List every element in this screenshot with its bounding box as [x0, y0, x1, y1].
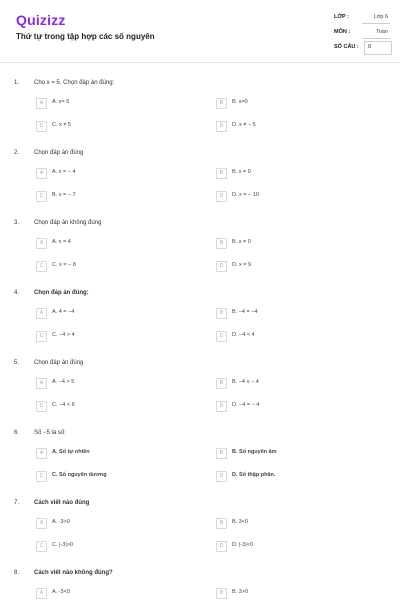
meta-label: LỚP : [334, 14, 349, 20]
option-letter-badge: D [216, 541, 227, 552]
option-text: B. 3>0 [232, 589, 249, 595]
option-letter-badge: A [36, 238, 47, 249]
option-text: D. −4 < 4 [232, 332, 255, 338]
option-text: D. x ≠ − 5 [232, 122, 256, 128]
question-text [14, 360, 83, 366]
option-text: B. x = 0 [232, 239, 251, 245]
option-text: A. -3<0 [52, 589, 70, 595]
option-letter-badge: B [216, 98, 227, 109]
question-prompt: Cách viết nào đúng [34, 500, 90, 506]
option-text: B. x = 0 [232, 169, 251, 175]
option-letter-badge: C [36, 191, 47, 202]
meta-row-class [334, 14, 390, 29]
option-letter-badge: B [216, 378, 227, 389]
option-letter-badge: D [216, 191, 227, 202]
option-text: C. Số nguyên dương [52, 472, 107, 478]
option-letter-badge: B [216, 168, 227, 179]
option-letter-badge: D [216, 261, 227, 272]
option-letter-badge: C [36, 121, 47, 132]
option-letter-badge: D [216, 331, 227, 342]
option-letter-badge: B [216, 308, 227, 319]
option-letter-badge: B [216, 588, 227, 599]
option-text: C. −4 > 4 [52, 332, 75, 338]
meta-label: MÔN : [334, 29, 351, 35]
option-text: A. −4 > 5 [52, 379, 75, 385]
option-letter-badge: A [36, 98, 47, 109]
question-text [14, 430, 66, 436]
option-letter-badge: B [216, 448, 227, 459]
option-letter-badge: D [216, 401, 227, 412]
option-letter-badge: C [36, 331, 47, 342]
meta-label: SỐ CÂU : [334, 44, 359, 50]
question-text [14, 80, 114, 86]
option-letter-badge: C [36, 471, 47, 482]
question-number: 6. [14, 430, 20, 436]
option-text: B. 3<0 [232, 519, 249, 525]
question-number: 8. [14, 570, 20, 576]
option-letter-badge: A [36, 378, 47, 389]
option-text: A. x= 5 [52, 99, 70, 105]
question-prompt: Chọn đáp án đúng: [34, 290, 89, 296]
question-prompt: Chọn đáp án đúng [34, 150, 84, 156]
question-number: 4. [14, 290, 20, 296]
option-text: A. Số tự nhiên [52, 449, 90, 455]
option-letter-badge: A [36, 518, 47, 529]
option-text: B. x=0 [232, 99, 248, 105]
option-letter-badge: C [36, 401, 47, 412]
option-letter-badge: B [216, 238, 227, 249]
option-text: D. |-3|<0 [232, 542, 254, 548]
option-text: A. x = 4 [52, 239, 71, 245]
option-letter-badge: C [36, 541, 47, 552]
option-text: B. −4 = −4 [232, 309, 258, 315]
option-text: A. -3>0 [52, 519, 70, 525]
meta-value: 8 [368, 44, 372, 50]
worksheet-meta [334, 14, 390, 59]
option-letter-badge: B [216, 518, 227, 529]
option-text: B. x = − 7 [52, 192, 76, 198]
option-text: B. Số nguyên âm [232, 449, 277, 455]
question-number: 5. [14, 360, 20, 366]
option-letter-badge: A [36, 308, 47, 319]
option-text: C. x ≠ 5 [52, 122, 71, 128]
meta-value: Lớp 6 [373, 14, 388, 20]
question-text [14, 570, 113, 576]
option-letter-badge: C [36, 261, 47, 272]
question-text [14, 220, 101, 226]
option-letter-badge: A [36, 168, 47, 179]
question-number: 1. [14, 80, 20, 86]
option-letter-badge: A [36, 588, 47, 599]
option-text: C. −4 < 6 [52, 402, 75, 408]
question-prompt: Chọn đáp án đúng [34, 360, 84, 366]
question-prompt: Cho x = 5. Chọn đáp án đúng: [34, 80, 115, 86]
option-letter-badge: A [36, 448, 47, 459]
worksheet-title: Thứ tự trong tập hợp các số nguyên [16, 32, 155, 41]
option-text: C. |-3|>0 [52, 542, 74, 548]
option-letter-badge: D [216, 471, 227, 482]
meta-row-count [334, 44, 390, 59]
question-prompt: Chọn đáp án không đúng [34, 220, 102, 226]
meta-value: Toán [376, 29, 388, 35]
option-text: A. 4 = −4 [52, 309, 75, 315]
option-text: B. −4 ≤ − 4 [232, 379, 259, 385]
question-number: 2. [14, 150, 20, 156]
option-text: C. x = − 8 [52, 262, 76, 268]
question-prompt: Số −5 là số: [34, 430, 66, 436]
worksheet-header [0, 0, 400, 63]
question-text [14, 290, 89, 296]
question-prompt: Cách viết nào không đúng? [34, 570, 113, 576]
question-number: 3. [14, 220, 20, 226]
option-text: D. Số thập phân. [232, 472, 276, 478]
option-text: D. x = 9 [232, 262, 252, 268]
question-text [14, 500, 89, 506]
option-text: D. x = − 10 [232, 192, 259, 198]
question-text [14, 150, 83, 156]
option-text: A. x = − 4 [52, 169, 76, 175]
question-number: 7. [14, 500, 20, 506]
option-letter-badge: D [216, 121, 227, 132]
option-text: D. −4 = − 4 [232, 402, 260, 408]
quizizz-logo: Quizizz [16, 12, 66, 28]
